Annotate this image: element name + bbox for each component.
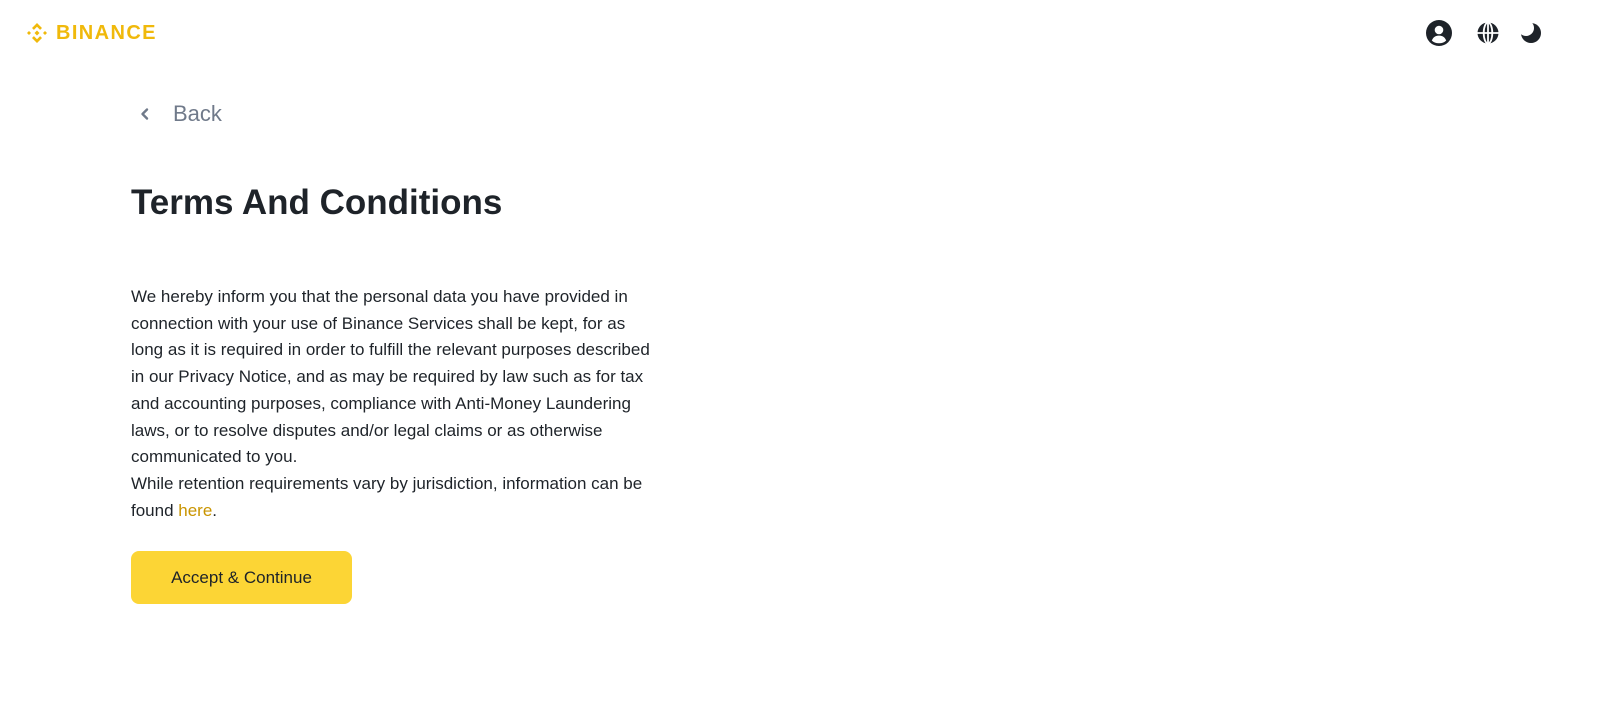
brand-name: BINANCE — [56, 21, 157, 44]
globe-icon[interactable] — [1475, 20, 1501, 46]
binance-logo-icon — [24, 20, 50, 46]
terms-paragraph-1: We hereby inform you that the personal data you have provided in connection with your use of Binance Services shall be kept, for as long as it is required in order to fulfill the relevant purposes described in our Privacy Notice, and as may be required by law such as for tax and accounting purposes, compliance with Anti-Money Laundering laws, or to resolve disputes and/or legal claims or as otherwise communicated to you. — [131, 287, 650, 467]
moon-icon[interactable] — [1518, 20, 1544, 46]
here-link[interactable]: here — [178, 500, 213, 520]
accept-continue-button[interactable]: Accept & Continue — [131, 551, 352, 604]
terms-paragraph-2: While retention requirements vary by jurisdiction, information can be found — [131, 473, 643, 520]
chevron-left-icon — [133, 102, 157, 126]
terms-paragraph-2-end: . — [212, 500, 218, 520]
back-label: Back — [173, 101, 222, 126]
terms-body — [131, 284, 661, 524]
back-button[interactable] — [133, 96, 222, 132]
binance-logo[interactable] — [24, 20, 157, 46]
user-circle-icon[interactable] — [1426, 20, 1452, 46]
top-header — [0, 0, 1600, 64]
page-title: Terms And Conditions — [131, 183, 503, 222]
